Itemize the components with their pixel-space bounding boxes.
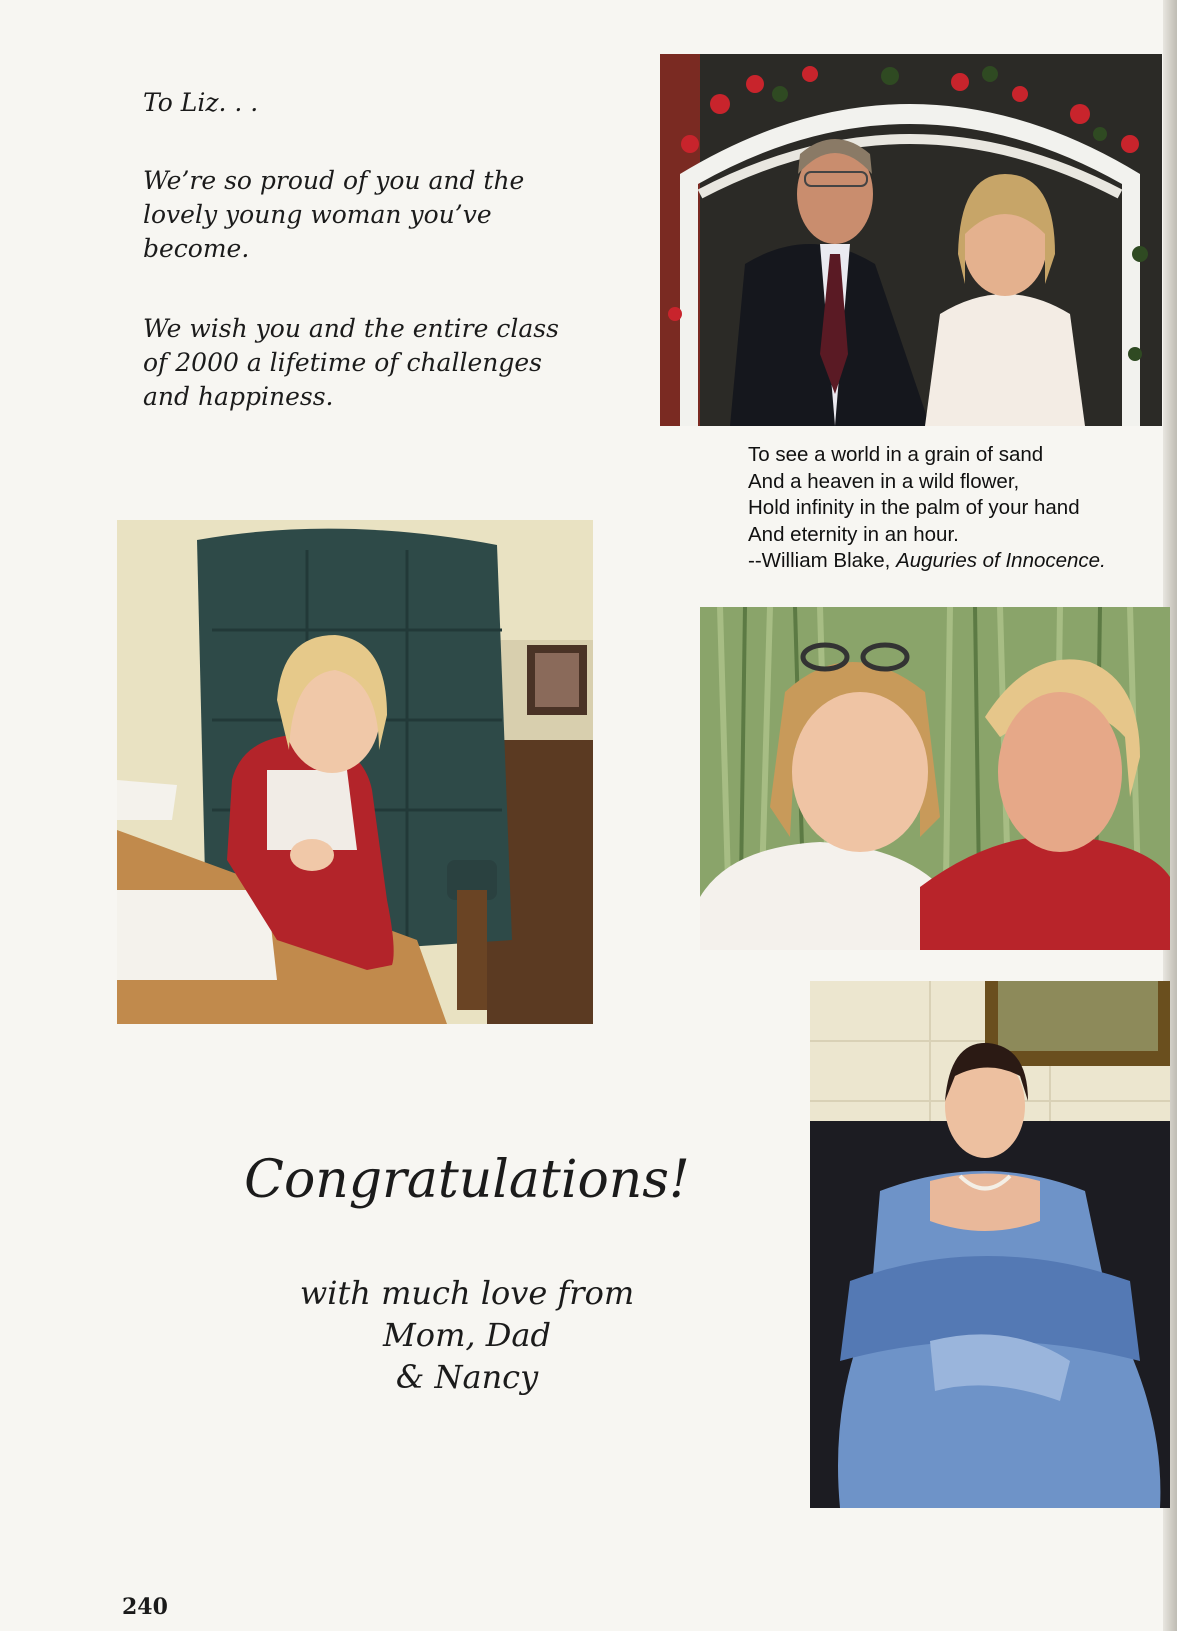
quote-line-3: Hold infinity in the palm of your hand xyxy=(748,496,1080,519)
quote-line-1: To see a world in a grain of sand xyxy=(748,443,1044,466)
quote-attribution-author: --William Blake, xyxy=(748,549,897,572)
photo-child-chair xyxy=(117,520,593,1024)
quote-line-4: And eternity in an hour. xyxy=(748,522,959,546)
photo-blue-gown xyxy=(810,981,1170,1508)
quote-line-2: And a heaven in a wild flower, xyxy=(748,469,1020,493)
blake-quote xyxy=(748,442,1168,575)
letter-paragraph-1: We’re so proud of you and the lovely young woman you’ve become. xyxy=(143,166,525,263)
letter-paragraph-2: We wish you and the entire class of 2000 a lifetime of challenges and happiness. xyxy=(143,314,559,411)
photo-two-women xyxy=(700,607,1170,950)
page-number: 240 xyxy=(122,1594,168,1620)
closing-line-2: Mom, Dad xyxy=(383,1316,551,1354)
letter-greeting: To Liz. . . xyxy=(143,88,259,117)
photo-couple-arbor xyxy=(660,54,1162,426)
closing-line-3: & Nancy xyxy=(395,1358,539,1396)
congratulations-headline: Congratulations! xyxy=(244,1150,690,1210)
closing-line-1: with much love from xyxy=(299,1274,635,1312)
quote-attribution-work: Auguries of Innocence. xyxy=(896,549,1106,572)
quote-attribution xyxy=(748,548,1168,575)
